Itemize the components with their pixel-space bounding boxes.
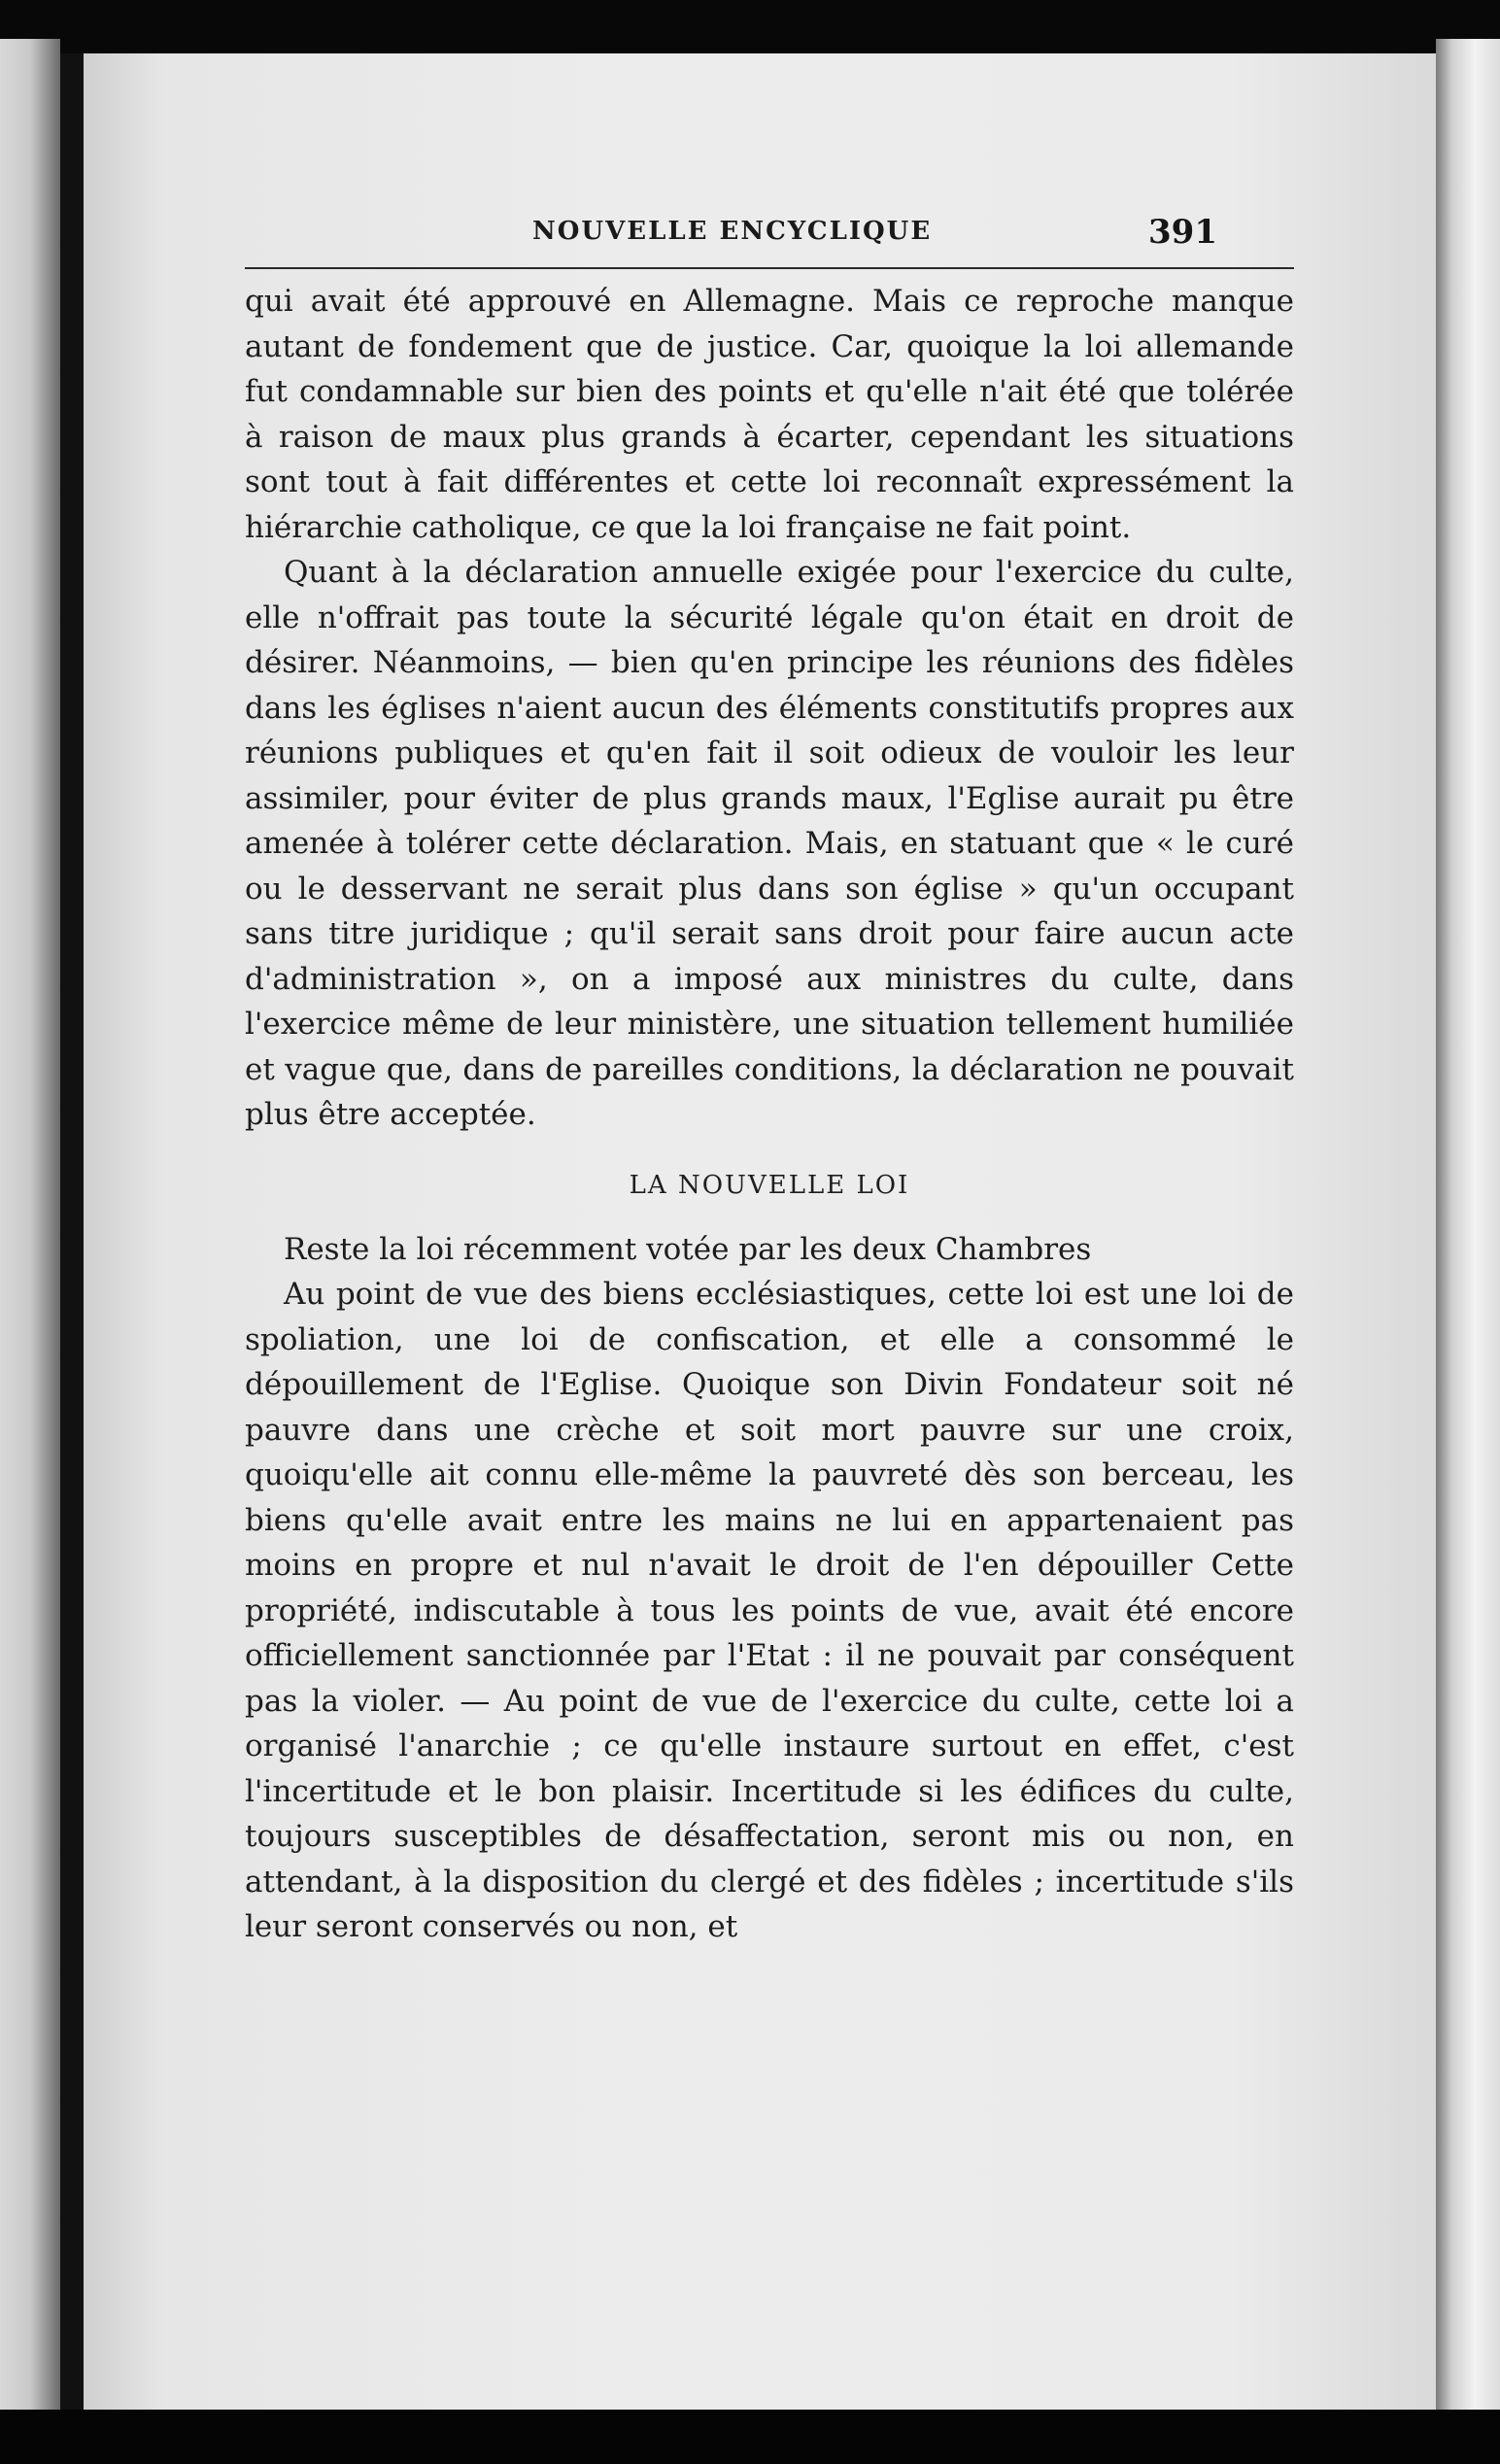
scan-bottom-border: [0, 2410, 1500, 2464]
running-title: NOUVELLE ENCYCLIQUE: [532, 217, 933, 246]
paragraph: qui avait été approuvé en Allemagne. Mais ce reproche manque autant de fondement que de justice. Car, quoique la loi allemande fut condamnable sur bien des points et qu'elle n'ait été que tolérée à raison de maux plus grands à écarter, cependant les situations sont tout à fait différentes et cette loi reconnaît expressément la hiérarchie catholique, ce que la loi française ne fait point.: [245, 284, 1294, 545]
scan-right-page-edges: [1436, 39, 1500, 2410]
scan-top-border: [0, 0, 1500, 53]
section-heading: LA NOUVELLE LOI: [629, 1170, 910, 1200]
paragraph: Reste la loi récemment votée par les deux Chambres: [284, 1231, 1092, 1267]
page-number: 391: [1148, 213, 1217, 252]
paragraph: Au point de vue des biens ecclésiastiques, cette loi est une loi de spoliation, une loi de confiscation, et elle a consommé le dépouillement de l'Eglise. Quoique son Divin Fondateur soit né pauvre dans une crèche et soit mort pauvre sur une croix, quoiqu'elle ait connu elle-même la pauvreté dès son berceau, les biens qu'elle avait entre les mains ne lui en appartenaient pas moins en propre et nul n'avait le droit de l'en dépouiller Cette propriété, indiscutable à tous les points de vue, avait été encore officiellement sanctionnée par l'Etat : il ne pouvait par conséquent pas la violer. — Au point de vue de l'exercice du culte, cette loi a organisé l'anarchie ; ce qu'elle instaure surtout en effet, c'est l'incertitude et le bon plaisir. Incertitude si les édifices du culte, toujours susceptibles de désaffectation, seront mis ou non, en attendant, à la disposition du clergé et des fidèles ; incertitude s'ils leur seront conservés ou non, et: [245, 1277, 1294, 1944]
body-text: [245, 279, 1294, 1950]
book-gutter-shadow: [60, 53, 84, 2414]
header-rule: [245, 267, 1294, 269]
scan-left-margin: [0, 39, 60, 2410]
book-page: [84, 53, 1436, 2410]
paragraph: Quant à la déclaration annuelle exigée pour l'exercice du culte, elle n'offrait pas toute la sécurité légale qu'on était en droit de désirer. Néanmoins, — bien qu'en principe les réunions des fidèles dans les églises n'aient aucun des éléments constitutifs propres aux réunions publiques et qu'en fait il soit odieux de vouloir les leur assimiler, pour éviter de plus grands maux, l'Eglise aurait pu être amenée à tolérer cette déclaration. Mais, en statuant que « le curé ou le desservant ne serait plus dans son église » qu'un occupant sans titre juridique ; qu'il serait sans droit pour faire aucun acte d'administration », on a imposé aux ministres du culte, dans l'exercice même de leur ministère, une situation tellement humiliée et vague que, dans de pareilles conditions, la déclaration ne pouvait plus être acceptée.: [245, 555, 1294, 1132]
running-header: [84, 213, 1436, 271]
